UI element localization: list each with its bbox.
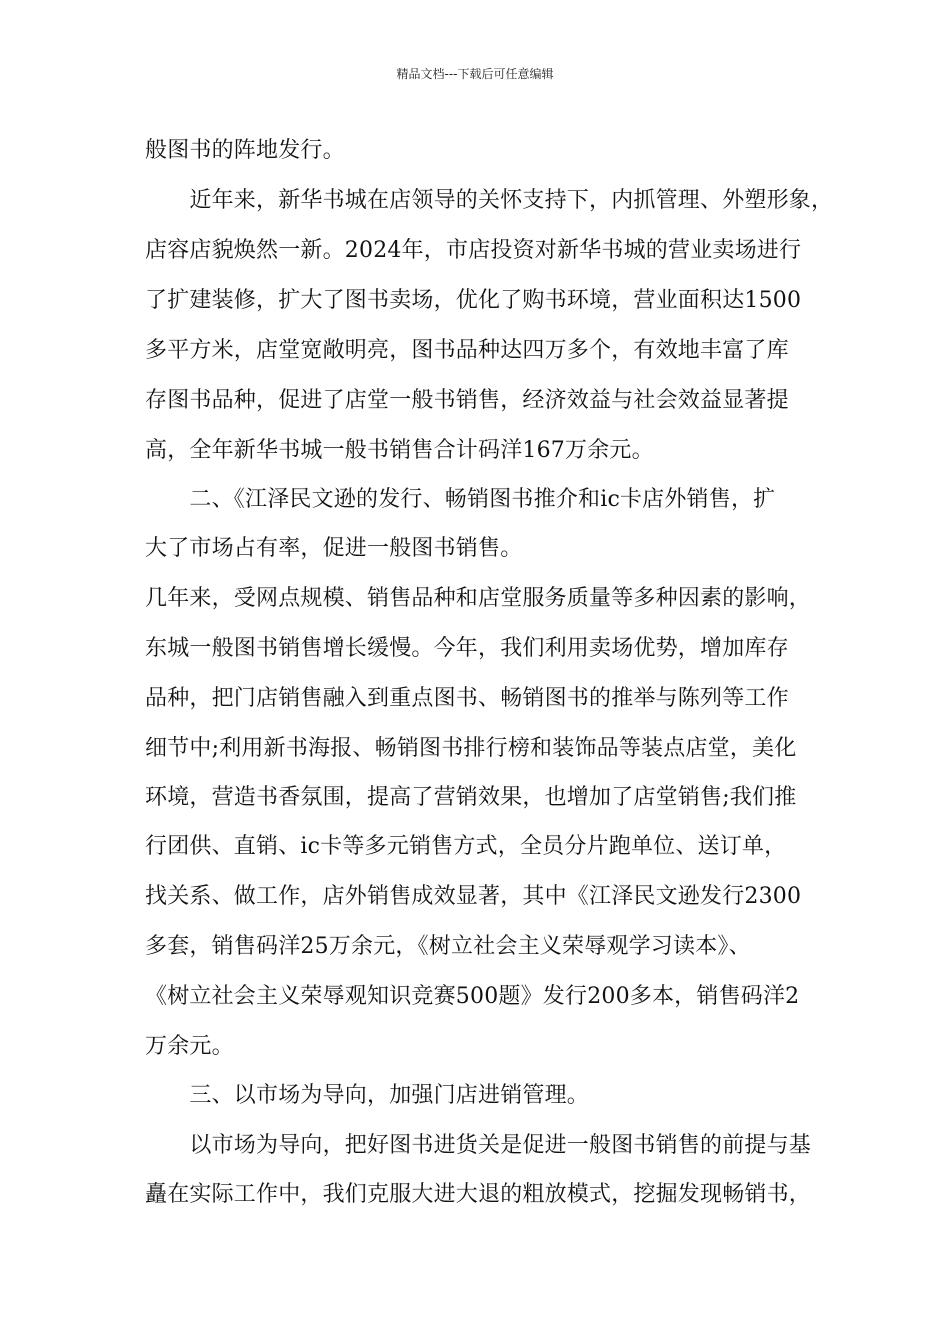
text-line: 多平方米，店堂宽敞明亮，图书品种达四万多个，有效地丰富了库 <box>145 338 789 363</box>
text-line: 细节中;利用新书海报、畅销图书排行榜和装饰品等装点店堂，美化 <box>145 736 797 761</box>
text-line: 环境，营造书香氛围，提高了营销效果，也增加了店堂销售;我们推 <box>145 785 797 810</box>
text-line: 二、《江泽民文逊的发行、畅销图书推介和ic卡店外销售，扩 <box>145 487 776 512</box>
text-line: 以市场为导向，把好图书进货关是促进一般图书销售的前提与基 <box>145 1133 812 1158</box>
text-line: 几年来，受网点规模、销售品种和店堂服务质量等多种因素的影响， <box>145 586 812 611</box>
text-line: 东城一般图书销售增长缓慢。今年，我们利用卖场优势，增加库存 <box>145 636 789 661</box>
text-line: 了扩建装修，扩大了图书卖场，优化了购书环境，营业面积达1500 <box>145 288 802 313</box>
text-line: 行团供、直销、ic卡等多元销售方式，全员分片跑单位、送订单， <box>145 834 787 859</box>
text-line: 高，全年新华书城一般书销售合计码洋167万余元。 <box>145 438 654 463</box>
text-line: 矗在实际工作中，我们克服大进大退的粗放模式，挖掘发现畅销书， <box>145 1182 812 1207</box>
page-header: 精品文档---下载后可任意编辑 <box>396 67 554 81</box>
text-line: 品种，把门店销售融入到重点图书、畅销图书的推举与陈列等工作 <box>145 686 789 711</box>
text-line: 近年来，新华书城在店领导的关怀支持下，内抓管理、外塑形象， <box>145 188 834 213</box>
text-line: 三、以市场为导向，加强门店进销管理。 <box>145 1083 590 1108</box>
text-line: 大了市场占有率，促进一般图书销售。 <box>145 536 523 561</box>
text-line: 店容店貌焕然一新。2024年，市店投资对新华书城的营业卖场进行 <box>145 238 802 263</box>
text-line: 找关系、做工作，店外销售成效显著，其中《江泽民文逊发行2300 <box>145 884 802 909</box>
text-line: 多套，销售码洋25万余元，《树立社会主义荣辱观学习读本》、 <box>145 934 751 959</box>
text-line: 《树立社会主义荣辱观知识竞赛500题》发行200多本，销售码洋2 <box>145 984 800 1009</box>
text-line: 万余元。 <box>145 1034 234 1059</box>
text-line: 般图书的阵地发行。 <box>145 138 345 163</box>
text-line: 存图书品种，促进了店堂一般书销售，经济效益与社会效益显著提 <box>145 388 789 413</box>
